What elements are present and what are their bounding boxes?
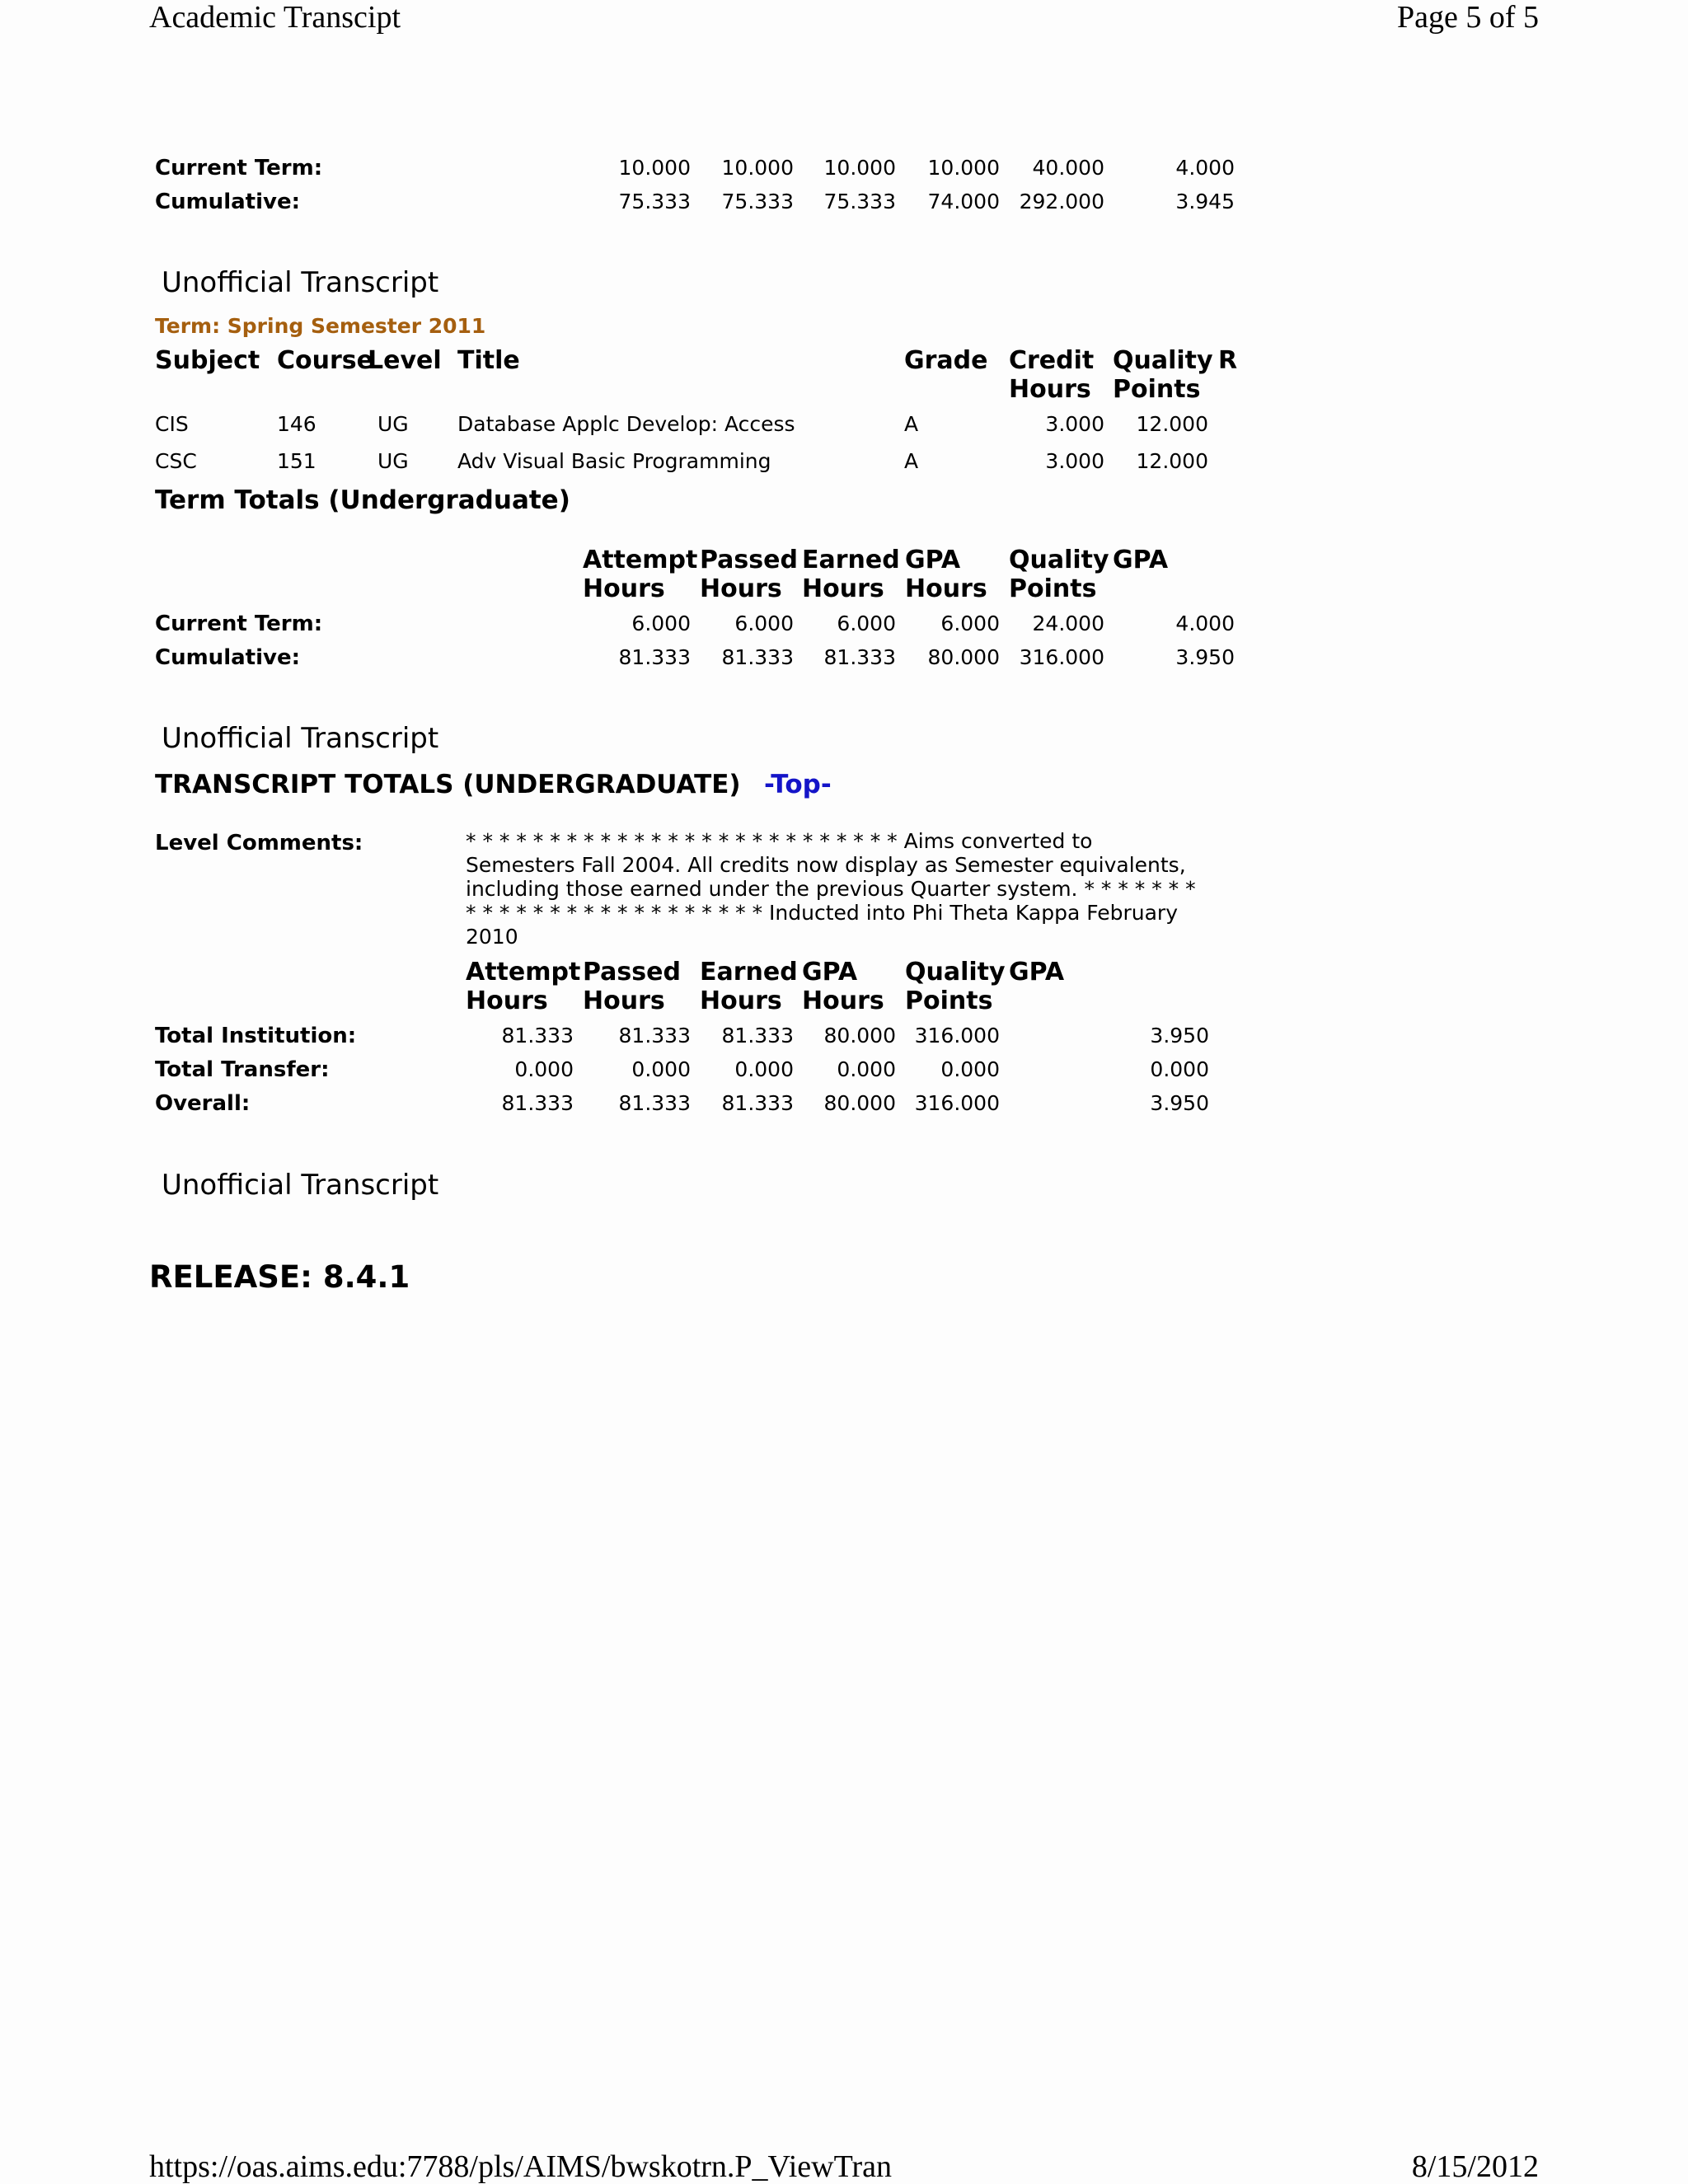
course-credit-hours: 3.000 [1045,449,1104,473]
value-cell: 81.333 [501,1024,574,1047]
release-version: RELEASE: 8.4.1 [149,1259,410,1295]
value-cell: 81.333 [721,645,794,669]
course-quality-points: 12.000 [1136,449,1208,473]
col-header-credit-hours: Hours [1009,375,1091,404]
value-cell: 75.333 [823,190,896,213]
value-cell: 80.000 [823,1091,896,1115]
col-header-passed-hours: Hours [700,574,782,603]
current-term-label: Current Term: [155,612,323,636]
value-cell: 75.333 [618,190,691,213]
col-header-passed-hours: Hours [583,987,665,1015]
transcript-totals-heading: TRANSCRIPT TOTALS (UNDERGRADUATE) [155,770,741,799]
course-subject: CIS [155,412,189,436]
value-cell: 10.000 [823,156,896,180]
value-cell: 81.333 [721,1024,794,1047]
value-cell: 10.000 [721,156,794,180]
value-cell: 3.945 [1175,190,1235,213]
value-cell: 6.000 [631,612,691,635]
col-header-gpa-hours: Hours [905,574,987,603]
page-number: Page 5 of 5 [1396,0,1539,35]
value-cell: 0.000 [1150,1057,1209,1081]
col-header-grade: Grade [904,346,988,375]
col-header-level: Level [368,346,442,375]
course-subject: CSC [155,449,197,473]
course-credit-hours: 3.000 [1045,412,1104,436]
value-cell: 80.000 [823,1024,896,1047]
col-header-gpa-total: GPA [1113,546,1169,574]
value-cell: 0.000 [940,1057,1000,1081]
value-cell: 3.950 [1150,1024,1209,1047]
cumulative-label: Cumulative: [155,190,300,214]
col-header-quality-points: Points [905,987,993,1015]
value-cell: 3.950 [1150,1091,1209,1115]
footer-date: 8/15/2012 [1411,2149,1539,2184]
value-cell: 316.000 [914,1024,1000,1047]
course-grade: A [904,412,919,436]
value-cell: 80.000 [927,645,1000,669]
value-cell: 81.333 [618,1024,691,1047]
col-header-passed: Passed [700,546,798,574]
value-cell: 81.333 [618,1091,691,1115]
col-header-quality-points: Points [1009,574,1097,603]
value-cell: 24.000 [1032,612,1104,635]
value-cell: 6.000 [940,612,1000,635]
col-header-attempt-hours: Hours [466,987,548,1015]
term-heading: Term: Spring Semester 2011 [155,314,486,338]
value-cell: 0.000 [734,1057,794,1081]
col-header-quality: Quality [1113,346,1213,375]
value-cell: 4.000 [1175,156,1235,180]
value-cell: 316.000 [1019,645,1104,669]
col-header-r: R [1218,346,1238,375]
col-header-attempt-hours: Hours [583,574,665,603]
footer-url: https://oas.aims.edu:7788/pls/AIMS/bwskotrn.P_ViewTran [149,2149,892,2184]
col-header-quality: Quality [905,958,1006,987]
value-cell: 75.333 [721,190,794,213]
value-cell: 3.950 [1175,645,1235,669]
col-header-earned: Earned [700,958,798,987]
value-cell: 4.000 [1175,612,1235,635]
course-number: 146 [277,412,316,436]
col-header-attempt: Attempt [583,546,698,574]
col-header-course: Course [277,346,373,375]
col-header-passed: Passed [583,958,681,987]
col-header-quality-points: Points [1113,375,1201,404]
col-header-quality: Quality [1009,546,1109,574]
value-cell: 0.000 [514,1057,574,1081]
value-cell: 10.000 [618,156,691,180]
value-cell: 6.000 [837,612,896,635]
course-quality-points: 12.000 [1136,412,1208,436]
term-totals-heading: Term Totals (Undergraduate) [155,485,570,515]
total-transfer-label: Total Transfer: [155,1057,330,1082]
col-header-gpa-total: GPA [1009,958,1065,987]
value-cell: 6.000 [734,612,794,635]
level-comments-label: Level Comments: [155,831,363,855]
value-cell: 81.333 [501,1091,574,1115]
col-header-credit: Credit [1009,346,1095,375]
level-comments-text: * * * * * * * * * * * * * * * * * * * * * * * * * * Aims converted to Semesters Fall 2004. All credits now display as Semester equivalents, including those earned under the previous Quarter system. * * * * * * * * * * * * * * * * * * * * * * * * * Inducted into Phi Theta Kappa February 2010 [466,829,1196,949]
value-cell: 10.000 [927,156,1000,180]
value-cell: 0.000 [837,1057,896,1081]
course-title: Database Applc Develop: Access [457,412,795,436]
value-cell: 81.333 [823,645,896,669]
top-link[interactable]: -Top- [764,770,832,799]
col-header-earned-hours: Hours [700,987,782,1015]
course-grade: A [904,449,919,473]
col-header-earned-hours: Hours [802,574,884,603]
value-cell: 81.333 [618,645,691,669]
col-header-subject: Subject [155,346,260,375]
document-title: Academic Transcipt [149,0,401,35]
course-title: Adv Visual Basic Programming [457,449,771,473]
value-cell: 316.000 [914,1091,1000,1115]
col-header-gpa-hours: Hours [802,987,884,1015]
course-level: UG [377,449,409,473]
col-header-earned: Earned [802,546,900,574]
col-header-title: Title [457,346,520,375]
col-header-gpa: GPA [905,546,961,574]
current-term-label: Current Term: [155,156,323,180]
total-institution-label: Total Institution: [155,1024,357,1048]
value-cell: 292.000 [1019,190,1104,213]
cumulative-label: Cumulative: [155,645,300,670]
course-level: UG [377,412,409,436]
course-number: 151 [277,449,316,473]
unofficial-transcript-heading: Unofficial Transcript [162,722,439,755]
value-cell: 74.000 [927,190,1000,213]
value-cell: 40.000 [1032,156,1104,180]
unofficial-transcript-heading: Unofficial Transcript [162,1169,439,1202]
unofficial-transcript-heading: Unofficial Transcript [162,266,439,299]
value-cell: 81.333 [721,1091,794,1115]
overall-label: Overall: [155,1091,251,1116]
value-cell: 0.000 [631,1057,691,1081]
col-header-gpa: GPA [802,958,858,987]
col-header-attempt: Attempt [466,958,581,987]
